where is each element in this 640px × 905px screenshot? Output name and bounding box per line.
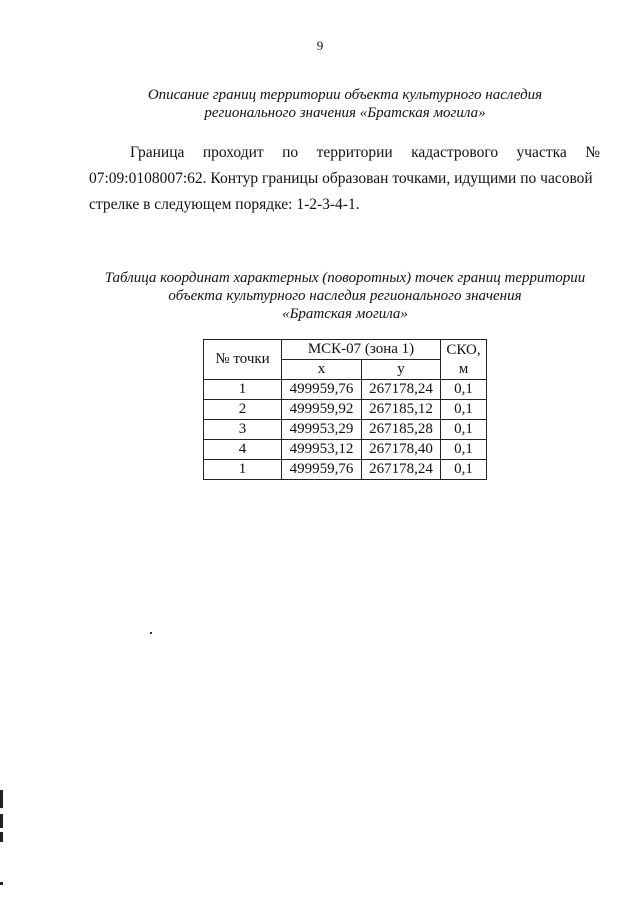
- header-x: x: [282, 360, 362, 380]
- table-title-line-3: «Братская могила»: [282, 306, 408, 322]
- cell-x: 499959,76: [282, 460, 362, 480]
- body-line-2: 07:09:0108007:62. Контур границы образован точками, идущими по часовой: [89, 170, 593, 187]
- table-header-row: [204, 340, 487, 360]
- table-row: [204, 380, 487, 400]
- cell-x: 499953,29: [282, 420, 362, 440]
- table-title: [90, 269, 600, 323]
- cell-x: 499959,92: [282, 400, 362, 420]
- cell-sko: 0,1: [441, 400, 487, 420]
- table-row: [204, 400, 487, 420]
- scan-mark: [0, 832, 3, 842]
- page-number: 9: [316, 38, 324, 53]
- body-line-1: Граница проходит по территории кадастрового участка №: [130, 144, 600, 161]
- header-coordinate-system: МСК-07 (зона 1): [282, 340, 441, 360]
- table-row: [204, 440, 487, 460]
- scan-mark: [0, 790, 3, 808]
- scan-edge-marks: [0, 790, 4, 890]
- scan-mark: [0, 814, 3, 828]
- cell-point: 1: [204, 380, 282, 400]
- header-sko-line-1: СКО,: [446, 341, 481, 358]
- header-point-number: № точки: [204, 340, 282, 380]
- stray-dot: [150, 632, 152, 634]
- section-title-line-2: регионального значения «Братская могила»: [204, 105, 486, 121]
- header-sko-line-2: м: [458, 360, 469, 377]
- cell-y: 267178,24: [362, 460, 441, 480]
- cell-y: 267178,24: [362, 380, 441, 400]
- cell-sko: 0,1: [441, 420, 487, 440]
- coordinates-table: [203, 339, 487, 480]
- table-row: [204, 460, 487, 480]
- cell-x: 499953,12: [282, 440, 362, 460]
- table-title-line-2: объекта культурного наследия регионального значения: [168, 288, 522, 304]
- cell-y: 267185,28: [362, 420, 441, 440]
- cell-y: 267185,12: [362, 400, 441, 420]
- cell-point: 2: [204, 400, 282, 420]
- cell-point: 4: [204, 440, 282, 460]
- cell-x: 499959,76: [282, 380, 362, 400]
- cell-sko: 0,1: [441, 440, 487, 460]
- boundary-description: [89, 140, 600, 218]
- table-row: [204, 420, 487, 440]
- cell-point: 3: [204, 420, 282, 440]
- section-title-line-1: Описание границ территории объекта культурного наследия: [147, 87, 543, 103]
- cell-y: 267178,40: [362, 440, 441, 460]
- cell-point: 1: [204, 460, 282, 480]
- section-title: [90, 86, 600, 122]
- header-y: y: [362, 360, 441, 380]
- scan-mark: [0, 882, 3, 885]
- body-line-3: стрелке в следующем порядке: 1-2-3-4-1.: [89, 196, 360, 213]
- table-title-line-1: Таблица координат характерных (поворотных) точек границ территории: [104, 270, 586, 286]
- cell-sko: 0,1: [441, 460, 487, 480]
- cell-sko: 0,1: [441, 380, 487, 400]
- header-sko: [441, 340, 487, 380]
